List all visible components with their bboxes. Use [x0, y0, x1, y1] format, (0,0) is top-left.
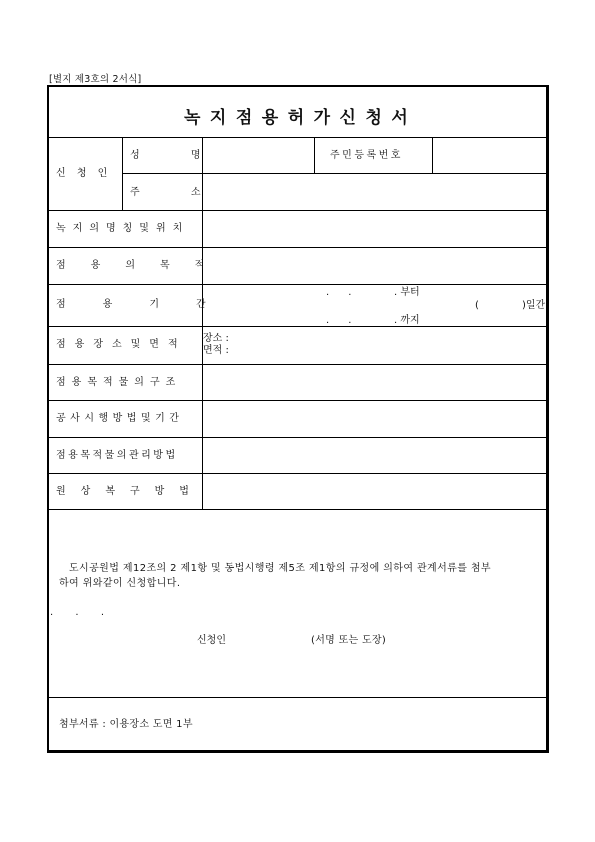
signature-or-seal-note: (서명 또는 도장) [311, 635, 387, 646]
restoration-field[interactable] [203, 474, 545, 508]
period-days-field[interactable] [484, 298, 520, 312]
form-reference: [별지 제3호의 2서식] [49, 74, 142, 85]
name-field[interactable] [203, 138, 313, 172]
occupancy-period-label: 점용기간 [56, 299, 243, 310]
occupancy-structure-label: 점용목적물의구조 [56, 377, 182, 388]
green-area-name-location-field[interactable] [203, 211, 545, 246]
attachments-note: 첨부서류 : 이용장소 도면 1부 [59, 719, 193, 730]
rule [49, 697, 546, 698]
declaration-line-1: 도시공원법 제12조의 2 제1항 및 동법시행령 제5조 제1항의 규정에 의하여 관계서류를 첨부 [69, 563, 491, 574]
structure-field[interactable] [203, 365, 545, 399]
period-end-date[interactable]: . . [326, 315, 352, 326]
area-value-label: 면적 : [203, 345, 229, 356]
application-date[interactable]: . . . [50, 607, 105, 618]
occupancy-purpose-field[interactable] [203, 248, 545, 283]
restoration-method-label: 원상복구방법 [56, 486, 204, 497]
address-field[interactable] [203, 174, 545, 209]
rule [49, 284, 546, 285]
construction-method-label: 공사시행방법및기간 [56, 413, 184, 424]
place-area-field[interactable] [236, 328, 544, 362]
address-label: 주 소 [130, 187, 201, 198]
place-value-label: 장소 : [203, 333, 229, 344]
period-to-text: . 까지 [394, 315, 420, 326]
form-title: 녹지점용허가신청서 [184, 108, 418, 128]
green-area-name-location-label: 녹지의명칭및위치 [56, 223, 190, 234]
resident-id-field[interactable] [433, 138, 545, 172]
occupancy-purpose-label: 점용의목적 [56, 260, 230, 271]
rule [49, 509, 546, 510]
management-method-label: 점용목적물의관리방법 [56, 450, 178, 461]
applicant-name-field[interactable] [236, 632, 306, 648]
declaration-line-2: 하여 위와같이 신청합니다. [59, 578, 181, 589]
occupancy-place-area-label: 점용장소및면적 [56, 339, 187, 350]
applicant-group-label: 신 청 인 [56, 168, 112, 179]
period-start-date[interactable]: . . [326, 287, 352, 298]
period-days-open: ( [475, 300, 479, 311]
resident-id-label: 주민등록번호 [330, 150, 403, 161]
management-field[interactable] [203, 438, 545, 472]
applicant-signature-label: 신청인 [197, 635, 226, 646]
period-from-text: . 부터 [394, 287, 420, 298]
construction-field[interactable] [203, 401, 545, 436]
period-days-close: )일간 [522, 300, 546, 311]
rule [49, 326, 546, 327]
rule [314, 137, 315, 173]
name-label: 성 명 [130, 150, 201, 161]
rule [122, 137, 123, 210]
